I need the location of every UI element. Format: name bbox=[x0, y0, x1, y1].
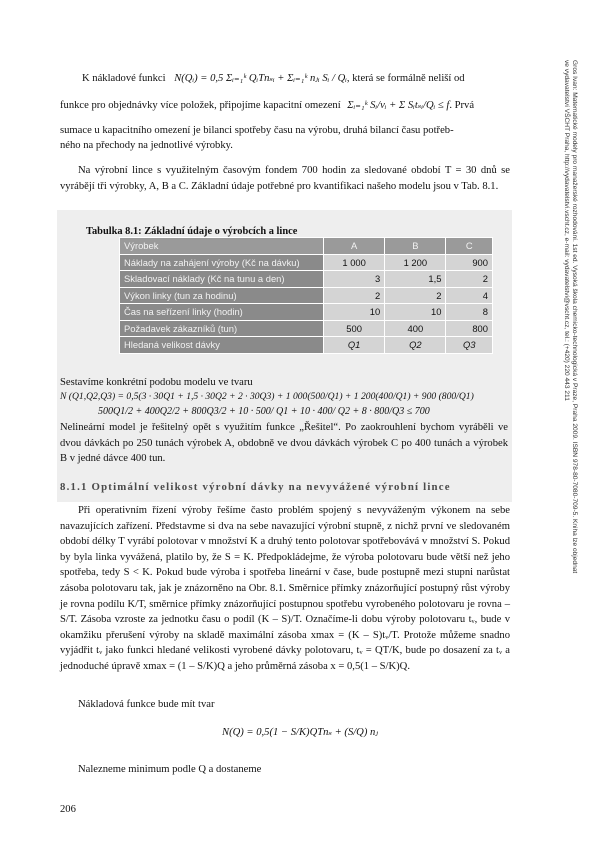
table-header-cell: C bbox=[446, 238, 493, 255]
table-caption: Tabulka 8.1: Základní údaje o výrobcích a lince bbox=[86, 226, 298, 237]
table-cell: 2 bbox=[385, 287, 446, 304]
intro-text-suffix: , která se formálně neliší od bbox=[346, 73, 465, 84]
intro-line-1 bbox=[82, 72, 510, 84]
table-row bbox=[120, 287, 493, 304]
intro-text-2-suffix: . Prvá bbox=[449, 100, 475, 111]
paragraph-line-data: Na výrobní lince s využitelným časovým fondem 700 hodin za sledované období T = 30 dnů se vyrábějí tři výrobky, A, B a C. Základní údaje potřebné pro kvantifikaci našeho modelu jsou v Tab. 8.1. bbox=[60, 165, 510, 192]
minimum-text: Nalezneme minimum podle Q a dostaneme bbox=[78, 764, 262, 775]
intro-line-3: sumace u kapacitního omezení je bilanci spotřeby času na výrobu, druhá bilancí času potřeb- bbox=[60, 125, 454, 136]
table-header-cell: A bbox=[324, 238, 385, 255]
table-header-cell: Výrobek bbox=[120, 238, 324, 255]
capacity-constraint-formula: Σᵢ₌₁ᵏ Sᵢ/vᵢ + Σ Sᵢtₛᵢ/Qᵢ ≤ f bbox=[347, 100, 450, 111]
table-cell: 10 bbox=[324, 304, 385, 321]
intro-text: K nákladové funkci bbox=[82, 73, 166, 84]
row-label: Výkon linky (tun za hodinu) bbox=[120, 287, 324, 304]
table-row bbox=[120, 271, 493, 288]
table-cell: 1 000 bbox=[324, 254, 385, 271]
cost-function-formula: N(Qᵢ) = 0,5 Σᵢ₌₁ᵏ QᵢTnₛᵢ + Σᵢ₌₁ᵏ nⱼᵢ Sᵢ / Qᵢ bbox=[174, 73, 347, 84]
page-number: 206 bbox=[60, 804, 76, 815]
intro-line-2 bbox=[60, 99, 510, 111]
solution-paragraph: Nelineární model je řešitelný opět s využitím funkce „Řešitel“. Po zaokrouhlení bychom vyráběli ve dvou dávkách po 250 tunách výrobek A, obdobně ve dvou dávkách výrobek C po 400 tunách a výrobek B v jedné dávce 400 tun. bbox=[60, 422, 508, 465]
table-cell: Q1 bbox=[324, 337, 385, 354]
table-cell: 800 bbox=[446, 320, 493, 337]
copyright-sidenote: Gros Ivan: Matematické modely pro manažerské rozhodování. 1st ed. Vysoká škola chemicko-technologická v Praze, Praha 2009. ISBN 978-80-7080-709-5. Kniha lze objednat ve vydavatelství VŠCHT Praha, http://vydavatelstvi.vscht.cz, e-mail: vydavatelstvi@vscht.cz, tel.: (+420) 220 443 211 bbox=[563, 60, 578, 574]
model-intro: Sestavíme konkrétní podobu modelu ve tvaru bbox=[60, 377, 253, 388]
table-cell: 4 bbox=[446, 287, 493, 304]
table-cell: 1,5 bbox=[385, 271, 446, 288]
data-table bbox=[119, 237, 493, 354]
table-cell: 900 bbox=[446, 254, 493, 271]
table-cell: Q3 bbox=[446, 337, 493, 354]
section-heading: 8.1.1 Optimální velikost výrobní dávky na nevyvážené výrobní lince bbox=[60, 481, 451, 493]
row-label: Hledaná velikost dávky bbox=[120, 337, 324, 354]
table-row bbox=[120, 254, 493, 271]
intro-line-4: ného na přechody na jednotlivé výrobky. bbox=[60, 140, 233, 151]
table-cell: 3 bbox=[324, 271, 385, 288]
table-header-cell: B bbox=[385, 238, 446, 255]
table-cell: 500 bbox=[324, 320, 385, 337]
row-label: Skladovací náklady (Kč na tunu a den) bbox=[120, 271, 324, 288]
table-row bbox=[120, 337, 493, 354]
table-cell: 2 bbox=[324, 287, 385, 304]
row-label: Náklady na zahájení výroby (Kč na dávku) bbox=[120, 254, 324, 271]
intro-text-2: funkce pro objednávky více položek, připojíme kapacitní omezení bbox=[60, 100, 341, 111]
cost-function-intro: Nákladová funkce bude mít tvar bbox=[78, 699, 215, 710]
table-cell: 10 bbox=[385, 304, 446, 321]
table-cell: 400 bbox=[385, 320, 446, 337]
table-cell: 1 200 bbox=[385, 254, 446, 271]
table-row bbox=[120, 304, 493, 321]
constraint-equation: 500Q1/2 + 400Q2/2 + 800Q3/2 + 10 · 500/ Q1 + 10 · 400/ Q2 + 8 · 800/Q3 ≤ 700 bbox=[98, 406, 430, 417]
row-label: Požadavek zákazníků (tun) bbox=[120, 320, 324, 337]
row-label: Čas na seřízení linky (hodin) bbox=[120, 304, 324, 321]
table-cell: 8 bbox=[446, 304, 493, 321]
table-row bbox=[120, 320, 493, 337]
body-paragraph: Při operativním řízení výroby řešíme často problém spojený s nevyváženým výkonem na sebe navazujících zařízení. Představme si dva na sebe navazující výrobní stupně, z nichž první ve sledovaném období délky T vyrábí polotovar v množství K a druhý tento polotovar spotřebovává v množství S. Pokud by byla linka vyvážená, platilo by, že S = K. Předpokládejme, že výroba polotovaru bude větší než jeho spotřeba, tedy S < K. Pokud bude výroba i spotřeba lineární v čase, bude postupně mezi stupni narůstat zásoba polotovaru tak, jak je znázorněno na Obr. 8.1. Směrnice přímky znázorňující postupný růst výroby je rovna podílu K/T, směrnice přímky znázorňující postupnou spotřebu vyrobeného polotovaru je rovna –S/T. Zásoba vzroste za jednotku času o podíl (K – S)/T. Označíme-li dobu výroby polotovaru tᵥ, bude v okamžiku přerušení výroby na skladě maximální zásoba xmax = (K – S)tᵥ/T. Protože můžeme snadno vyjádřit tᵥ jako funkci hledané velikosti vyrobené dávky polotovaru, tᵥ = QT/K, bude po dosazení za tᵥ a jednoduché úpravě xmax = (1 – S/K)Q a jeho průměrná zásoba x = 0,5(1 – S/K)Q. bbox=[60, 505, 510, 672]
objective-equation: N (Q1,Q2,Q3) = 0,5(3 · 30Q1 + 1,5 · 30Q2 + 2 · 30Q3) + 1 000(500/Q1) + 1 200(400/Q1) + 900 (800/Q1) bbox=[60, 391, 474, 402]
cost-function-equation: N(Q) = 0,5(1 − S/K)QTnₛ + (S/Q) nⱼ bbox=[222, 727, 379, 738]
table-cell: Q2 bbox=[385, 337, 446, 354]
table-header-row bbox=[120, 238, 493, 255]
table-cell: 2 bbox=[446, 271, 493, 288]
